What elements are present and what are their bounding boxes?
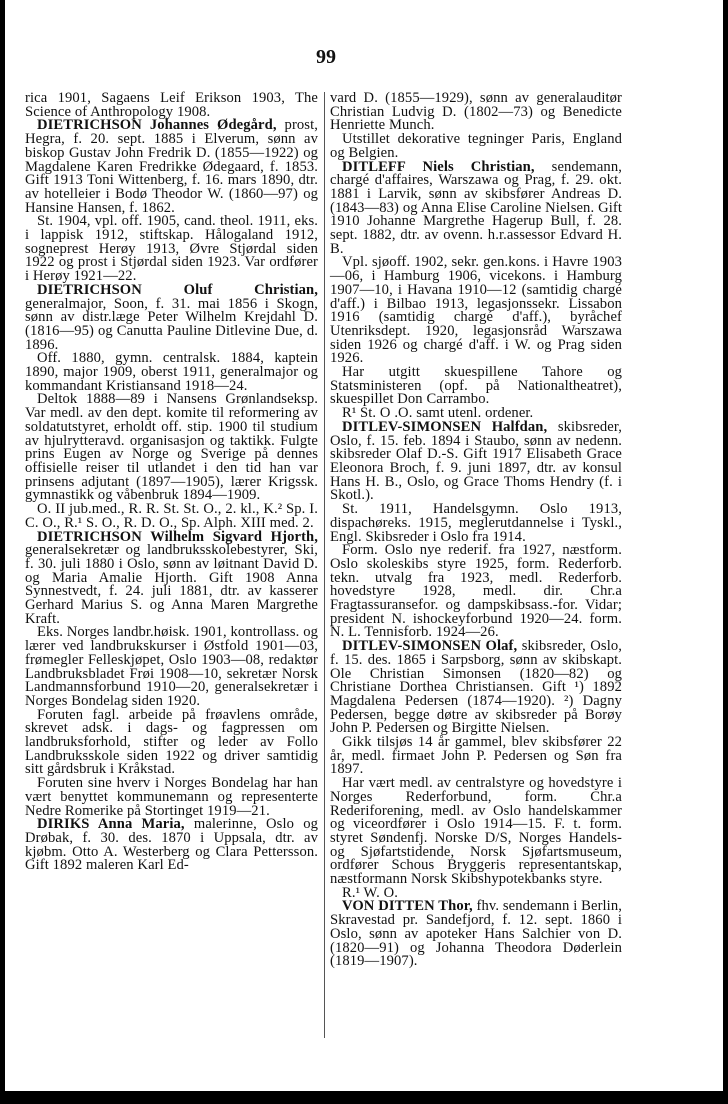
entry-text: skibsreder, Oslo, f. 15. feb. 1894 i Staubo, sønn av nedenn. skibsreder Olaf D.-S. Gift 1917 Elisabeth Grace Eleonora Broch, f. 9. juni 1897, dtr. av konsul Hans H. B., Oslo, og Grace Thoms Hendry (f. i Skotl.).	[330, 418, 623, 504]
entry-text: Foruten fagl. arbeide på frøavlens område, skrevet adsk. i dags- og fagpressen om landbruksforhold, stifter og leder av Follo Landbruksskole siden 1922 og driver samtidig sitt gårdsbruk i Kråkstad.	[25, 706, 318, 778]
scan-border-left	[0, 0, 5, 1104]
left-column	[25, 92, 318, 873]
paragraph	[25, 92, 318, 119]
entry-text: malerinne, Oslo og Drøbak, f. 30. des. 1870 i Uppsala, dtr. av kjøbm. Otto A. Westerberg og Clara Pettersson. Gift 1892 maleren Karl Ed-	[25, 816, 318, 874]
entry-text: rica 1901, Sagaens Leif Erikson 1903, The Science of Anthropology 1908.	[25, 90, 318, 120]
entry-ditleff-niels	[330, 158, 622, 257]
column-divider	[324, 92, 325, 1038]
page-number: 99	[316, 46, 336, 68]
paragraph	[330, 133, 622, 160]
entry-text: O. II jub.med., R. R. St. St. O., 2. kl., K.² Sp. I. C. O., R.¹ S. O., R. D. O., Sp. Alph. XIII med. 2.	[25, 501, 318, 531]
paragraph	[330, 544, 622, 640]
entry-name: VON DITTEN Thor,	[342, 898, 473, 915]
entry-von-ditten-thor	[330, 900, 622, 969]
entry-text: Har utgitt skuespillene Tahore og Statsministeren (opf. på Nationaltheatret), skuespillet Don Carrambo.	[330, 364, 622, 408]
entry-name: DITLEV-SIMONSEN Olaf,	[342, 638, 518, 655]
entry-name: DITLEV-SIMONSEN Halfdan,	[342, 418, 548, 435]
entry-name: DIRIKS Anna Maria,	[37, 816, 185, 833]
entry-text: generalmajor, Soon, f. 31. mai 1856 i Skogn, sønn av distr.læge Peter Wilhelm Krejdahl D. (1816—95) og Canutta Pauline Ditlevine Due, d. 1896.	[25, 295, 318, 353]
entry-text: generalsekretær og landbruksskolebestyrer, Ski, f. 30. juli 1880 i Oslo, sønn av løitnant David D. og Maria Amalie Hjorth. Gift 1908 Anna Synnestvedt, f. 24. juli 1881, dtr. av kasserer Gerhard Marius S. og Anna Maren Margrethe Kraft.	[25, 542, 318, 627]
scan-border-bottom	[0, 1091, 728, 1104]
paragraph	[330, 777, 622, 887]
entry-text: Utstillet dekorative tegninger Paris, England og Belgien.	[330, 131, 622, 161]
paragraph	[330, 256, 622, 366]
entry-name: DITLEFF Niels Christian,	[342, 158, 535, 175]
entry-text: sendemann, chargé d'affaires, Warszawa og Prag, f. 29. okt. 1881 i Larvik, sønn av skibsfører Andreas D. (1843—83) og Anna Elise Caroline Nielsen. Gift 1910 Johanne Margrethe Hagerup Bull, f. 28. sept. 1882, dtr. av ovenn. h.r.assessor Edvard H. B.	[330, 158, 622, 257]
entry-ditlev-simonsen-halfdan	[330, 418, 623, 504]
paragraph	[330, 366, 622, 407]
entry-text: prost, Hegra, f. 20. sept. 1885 i Elverum, sønn av biskop Gustav John Fredrik D. (1855—1922) og Magdalene Karen Fredrikke Ødegaard, f. 1853. Gift 1913 Toni Wittenberg, f. 16. mars 1890, dtr. av hotelleier i Bodø Theodor W. (1860—97) og Hansine Hansen, f. 1862.	[25, 117, 318, 216]
paragraph	[330, 92, 622, 133]
entry-dietrichson-johannes	[25, 119, 318, 215]
entry-dietrichson-wilhelm	[25, 528, 318, 627]
entry-text: Off. 1880, gymn. centralsk. 1884, kaptein 1890, major 1909, oberst 1911, generalmajor og kommandant Kristiansand 1918—24.	[25, 350, 318, 394]
entry-text: R¹ St. O .O. samt utenl. ordener.	[342, 405, 534, 422]
entry-text: fhv. sendemann i Berlin, Skravestad pr. Sandefjord, f. 12. sept. 1860 i Oslo, sønn av apoteker Hans Salchier von D. (1820—91) og Johanna Theodora Døderlein (1819—1907).	[330, 898, 622, 970]
entry-text: Har vært medl. av centralstyre og hovedstyre i Norges Rederforbund, form. Chr.a Rederiforening, medl. av Oslo handelskammer og viceordfører i Oslo 1914—15. F. t. form. styret Søndenfj. Norske D/S, Norges Handels- og Sjøfartstidende, Norsk Sjøfartsmuseum, ordfører Schous Bryggeris representantskap, næstformann Norsk Skibshypotekbanks styre.	[330, 775, 622, 888]
entry-text: Foruten sine hverv i Norges Bondelag har han vært benyttet kommunemann og representerte Nedre Romerike på Stortinget 1919—21.	[25, 775, 318, 819]
paragraph	[25, 777, 318, 818]
entry-text: Eks. Norges landbr.høisk. 1901, kontrollass. og lærer ved landbrukskurser i Østfold 1901—03, frømegler Felleskjøpet, Oslo 1903—08, redaktør Landbruksbladet Frøi 1908—10, sekretær Norsk Landmannsforbund 1910—20, generalsekretær i Norges Bondelag siden 1920.	[25, 624, 318, 709]
paragraph	[330, 736, 622, 777]
scan-border-right	[723, 0, 728, 1104]
entry-text: Gikk tilsjøs 14 år gammel, blev skibsfører 22 år, medl. firmaet John P. Pedersen og Søn fra 1897.	[330, 734, 622, 778]
entry-text: St. 1911, Handelsgymn. Oslo 1913, dispachøreks. 1915, meglerutdannelse i Tyskl., Engl. Skibsreder i Oslo fra 1914.	[330, 501, 622, 545]
entry-name: DIETRICHSON Oluf Christian,	[37, 281, 318, 298]
entry-diriks-anna	[25, 818, 318, 873]
paragraph	[25, 706, 318, 778]
entry-name: DIETRICHSON Wilhelm Sigvard Hjorth,	[37, 528, 318, 545]
paragraph	[25, 352, 318, 393]
entry-name: DIETRICHSON Johannes Ødegård,	[37, 117, 277, 134]
paragraph	[330, 503, 622, 544]
paragraph	[25, 393, 318, 503]
entry-text: skibsreder, Oslo, f. 15. des. 1865 i Sarpsborg, sønn av skibskapt. Ole Christian Simonsen (1820—82) og Christiane Dorthea Christiansen. Gift ¹) 1892 Magdalena Pedersen (1874—1920). ²) Dagny Pedersen, begge døtre av skibsreder på Borøy John P. Pedersen og Birgitte Nielsen.	[330, 638, 623, 737]
paragraph	[25, 503, 318, 530]
entry-text: St. 1904, vpl. off. 1905, cand. theol. 1911, eks. i lappisk 1912, stiftskap. Hålogaland 1912, sogneprest Herøy 1913, Øvre Stjørdal siden 1922 og prost i Stjørdal siden 1923. Var ordfører i Herøy 1921—22.	[25, 213, 318, 285]
entry-text: Deltok 1888—89 i Nansens Grønlandseksp. Var medl. av den dept. komite til reformering av soldatutstyret, erholdt off. stip. 1900 til studium av hjulrytteravd. organisasjon og taktikk. Fulgte prins Eugen av Norge og Sverige på dennes offisielle reiser til utlandet i den tid han var prinsens adjutant (1897—1905), lærer Krigssk. gymnastikk og våbenbruk 1894—1909.	[25, 391, 318, 504]
entry-ditlev-simonsen-olaf	[330, 640, 622, 736]
entry-text: R.¹ W. O.	[342, 884, 398, 901]
entry-text: Form. Oslo nye rederif. fra 1927, næstform. Oslo skoleskibs styre 1925, form. Rederforb. tekn. utvalg fra 1923, medl. Rederforb. hovedstyre 1928, medl. dir. Chr.a Fragtassuransefor. og dampskibsass.-for. Vidar; president N. ishockeyforbund 1920—24. form. N. L. Tennisforb. 1924—26.	[330, 542, 622, 641]
paragraph	[25, 215, 318, 284]
entry-text: vard D. (1855—1929), sønn av generalauditør Christian Ludvig D. (1802—73) og Benedicte Henriette Munch.	[330, 90, 622, 134]
right-column	[330, 92, 622, 969]
paragraph	[25, 626, 318, 708]
entry-text: Vpl. sjøoff. 1902, sekr. gen.kons. i Havre 1903—06, i Hamburg 1906, vicekons. i Hamburg 1907—10, i Havana 1910—12 (samtidig chargé d'aff.) i Bilbao 1913, legasjonssekr. Lissabon 1916 (samtidig chargé d'aff.), byråchef Utenriksdept. 1920, legasjonsråd Warszawa siden 1926 og chargé d'aff. i W. og Prag siden 1926.	[330, 254, 622, 367]
entry-dietrichson-oluf	[25, 281, 318, 353]
